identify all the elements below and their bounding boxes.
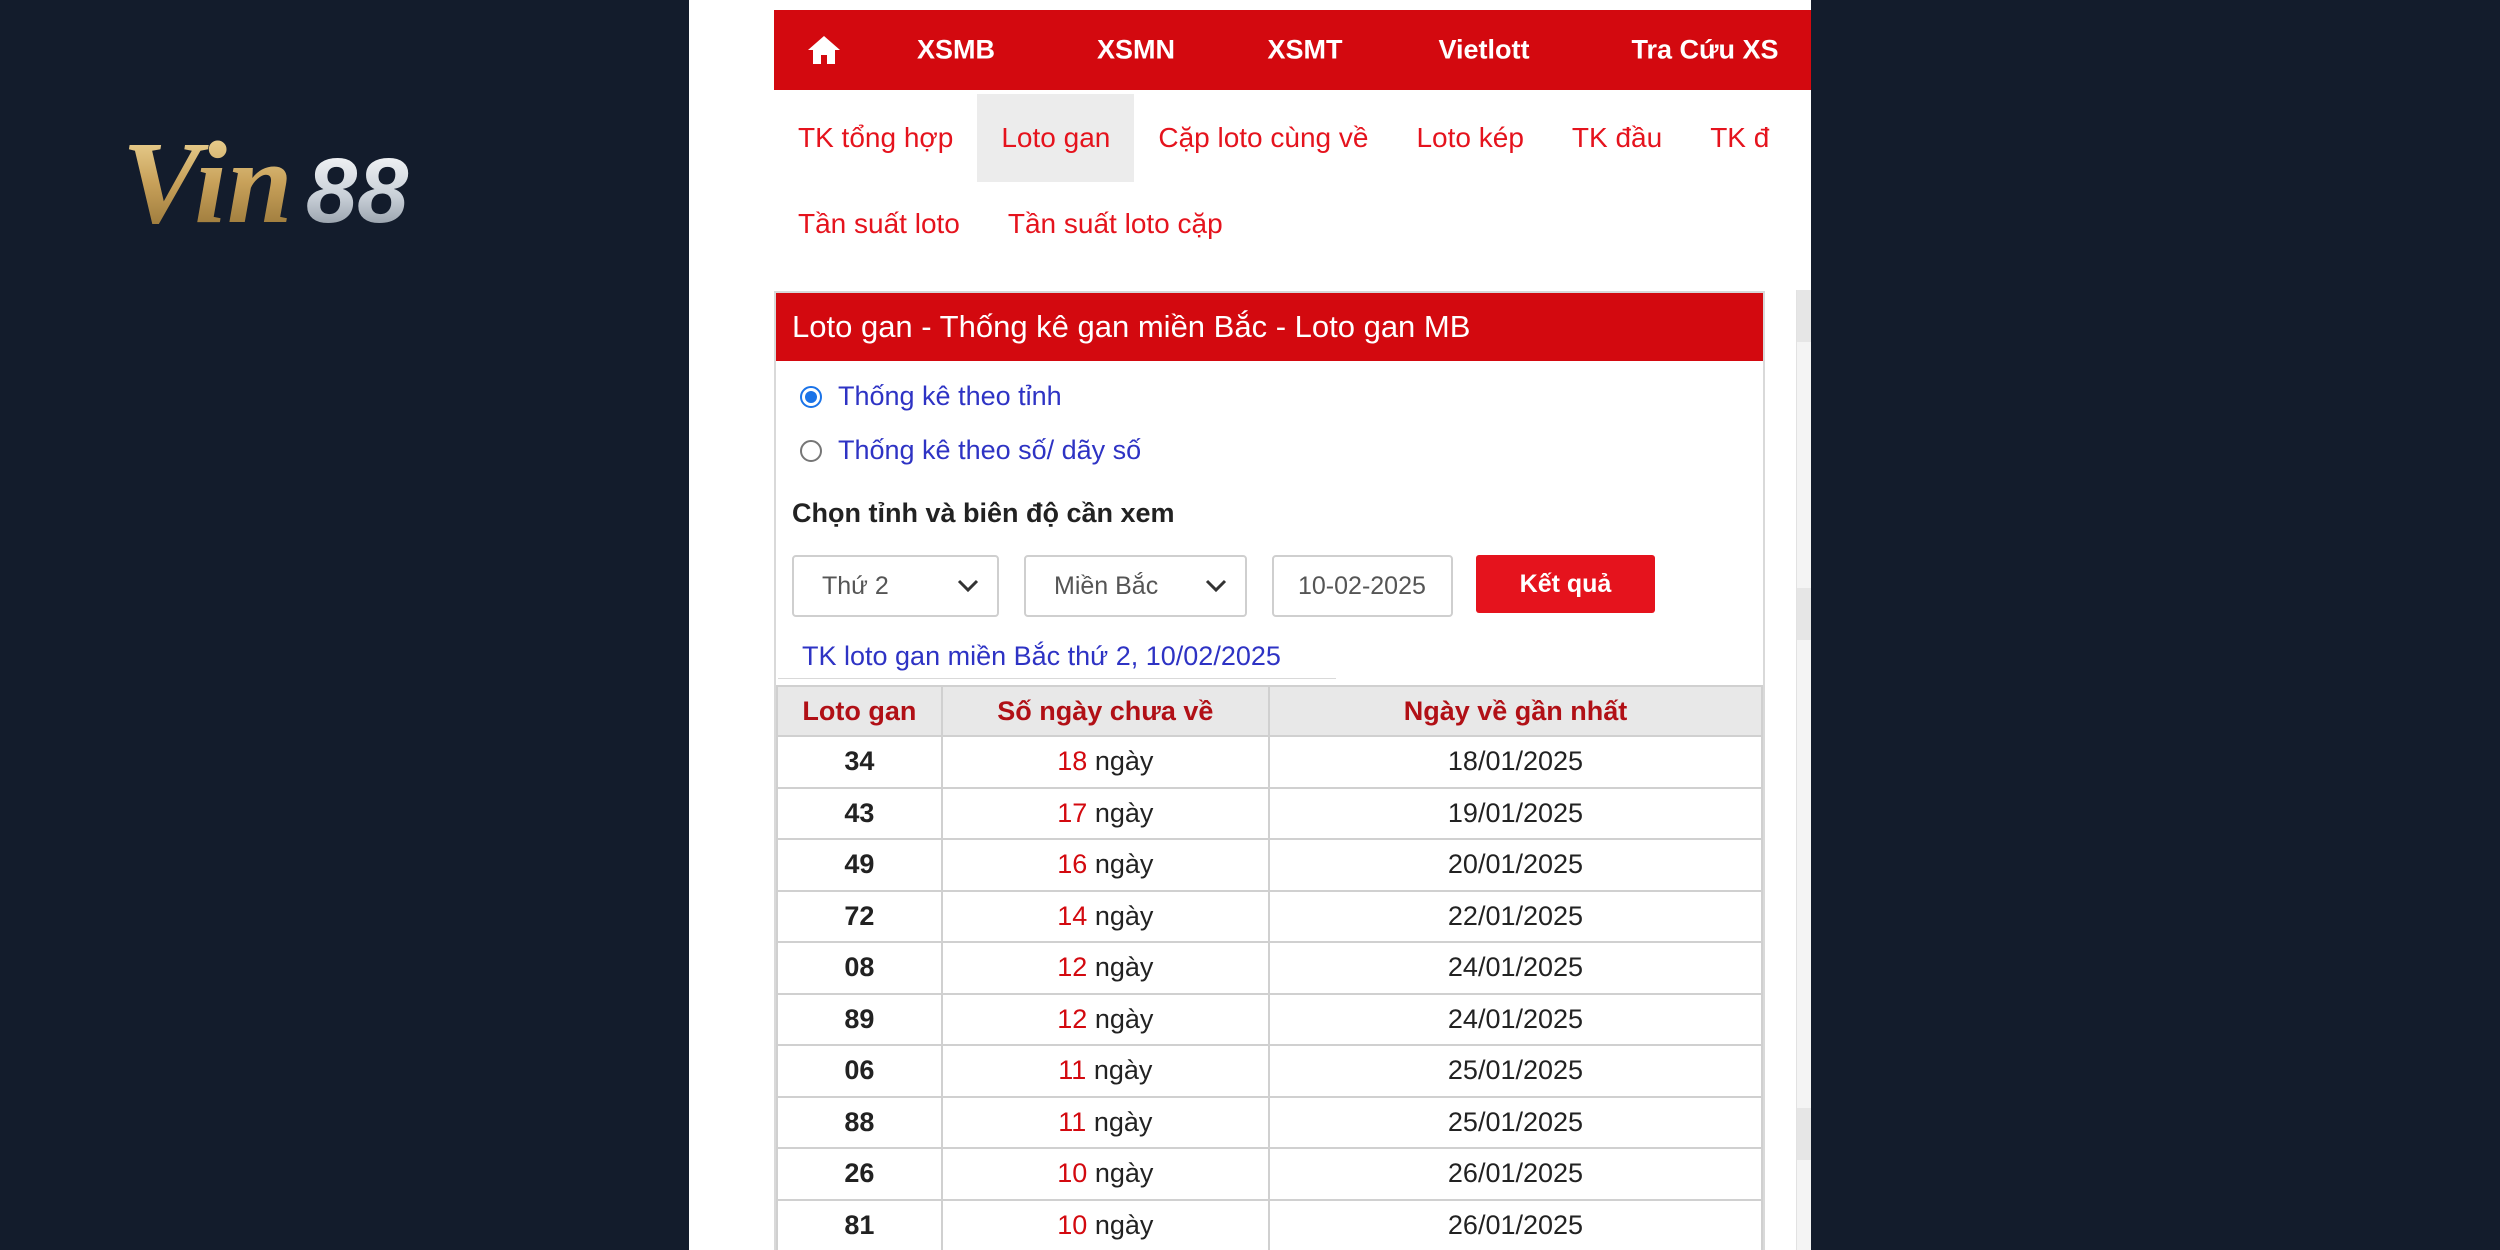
days-unit: ngày <box>1094 900 1154 931</box>
days-absent <box>942 1148 1269 1200</box>
subnav-tk-tong-hop[interactable]: TK tổng hợp <box>798 122 954 153</box>
choose-region-label: Chọn tỉnh và biên độ cần xem <box>792 498 1175 528</box>
last-date: 19/01/2025 <box>1269 788 1762 840</box>
table-row <box>777 942 1762 994</box>
days-absent <box>942 736 1269 788</box>
loto-number: 08 <box>777 942 942 994</box>
days-count: 10 <box>1057 1209 1088 1240</box>
website-panel <box>689 0 1811 1250</box>
date-input-value: 10-02-2025 <box>1298 571 1426 600</box>
last-date: 25/01/2025 <box>1269 1045 1762 1097</box>
table-row <box>777 1148 1762 1200</box>
subnav-row-1 <box>774 94 1793 182</box>
last-date: 22/01/2025 <box>1269 891 1762 943</box>
nav-xsmt[interactable]: XSMT <box>1267 34 1343 65</box>
days-absent <box>942 839 1269 891</box>
subnav-tan-suat-loto-cap[interactable]: Tần suất loto cặp <box>1007 208 1223 239</box>
last-date: 26/01/2025 <box>1269 1200 1762 1250</box>
date-input[interactable] <box>1272 555 1453 617</box>
table-row <box>777 891 1762 943</box>
region-select[interactable] <box>1024 555 1247 617</box>
days-count: 18 <box>1057 746 1088 777</box>
loto-number: 88 <box>777 1097 942 1149</box>
radio-button-checked[interactable] <box>800 386 822 408</box>
subnav-loto-kep[interactable]: Loto kép <box>1416 122 1524 153</box>
home-button[interactable] <box>774 34 874 66</box>
loto-number: 43 <box>777 788 942 840</box>
loto-number: 26 <box>777 1148 942 1200</box>
days-absent <box>942 1097 1269 1149</box>
chevron-down-icon <box>957 579 979 593</box>
logo-text-88: 88 <box>306 140 409 234</box>
last-date: 18/01/2025 <box>1269 736 1762 788</box>
nav-tra-cuu-xs[interactable]: Tra Cứu XS <box>1631 34 1779 65</box>
days-unit: ngày <box>1094 797 1154 828</box>
subnav-loto-gan[interactable]: Loto gan <box>977 94 1134 182</box>
subnav-tk-dau[interactable]: TK đầu <box>1571 122 1663 153</box>
days-unit: ngày <box>1093 1055 1153 1086</box>
logo-text-vin: Vin <box>122 118 293 234</box>
header-loto-gan: Loto gan <box>777 686 942 736</box>
days-count: 17 <box>1057 797 1088 828</box>
table-row <box>777 1045 1762 1097</box>
last-date: 20/01/2025 <box>1269 839 1762 891</box>
table-row <box>777 839 1762 891</box>
nav-xsmb[interactable]: XSMB <box>916 34 996 65</box>
loto-gan-table <box>776 685 1763 1250</box>
loto-number: 06 <box>777 1045 942 1097</box>
days-count: 12 <box>1057 952 1088 983</box>
days-absent <box>942 788 1269 840</box>
day-select-value: Thứ 2 <box>822 571 889 600</box>
days-count: 10 <box>1057 1158 1088 1189</box>
radio-button-unchecked[interactable] <box>800 440 822 462</box>
nav-vietlott[interactable]: Vietlott <box>1438 34 1530 65</box>
nav-xsmn[interactable]: XSMN <box>1096 34 1176 65</box>
region-select-value: Miền Bắc <box>1054 571 1159 600</box>
submit-result-button[interactable]: Kết quả <box>1476 555 1655 613</box>
table-row <box>777 788 1762 840</box>
days-count: 11 <box>1058 1055 1087 1086</box>
vin88-logo <box>120 118 485 234</box>
days-count: 11 <box>1058 1106 1087 1137</box>
loto-number: 89 <box>777 994 942 1046</box>
last-date: 24/01/2025 <box>1269 994 1762 1046</box>
days-absent <box>942 994 1269 1046</box>
radio-label-province: Thống kê theo tỉnh <box>838 381 1062 411</box>
last-date: 25/01/2025 <box>1269 1097 1762 1149</box>
loto-number: 49 <box>777 839 942 891</box>
loto-number: 81 <box>777 1200 942 1250</box>
loto-number: 34 <box>777 736 942 788</box>
table-row <box>777 1200 1762 1250</box>
days-unit: ngày <box>1094 1003 1154 1034</box>
days-count: 12 <box>1057 1003 1088 1034</box>
days-unit: ngày <box>1094 849 1154 880</box>
header-ngay-ve: Ngày về gần nhất <box>1269 686 1762 736</box>
subnav-tk-truncated[interactable]: TK đ <box>1710 122 1770 153</box>
days-unit: ngày <box>1093 1106 1153 1137</box>
last-date: 26/01/2025 <box>1269 1148 1762 1200</box>
table-caption: TK loto gan miền Bắc thứ 2, 10/02/2025 <box>778 635 1336 679</box>
days-absent <box>942 942 1269 994</box>
loto-gan-panel <box>774 291 1765 1250</box>
right-sidebar-edge <box>1796 290 1811 1250</box>
table-header-row <box>777 686 1762 736</box>
table-row <box>777 736 1762 788</box>
panel-title: Loto gan - Thống kê gan miền Bắc - Loto gan MB <box>776 293 1763 361</box>
day-select[interactable] <box>792 555 999 617</box>
top-navigation-bar <box>774 10 1811 90</box>
subnav-tan-suat-loto[interactable]: Tần suất loto <box>798 208 960 239</box>
table-row <box>777 1097 1762 1149</box>
radio-by-number[interactable] <box>800 435 1141 466</box>
subnav-row-2 <box>774 180 1247 268</box>
days-unit: ngày <box>1094 952 1154 983</box>
radio-by-province[interactable] <box>800 381 1062 412</box>
loto-number: 72 <box>777 891 942 943</box>
last-date: 24/01/2025 <box>1269 942 1762 994</box>
days-unit: ngày <box>1094 746 1154 777</box>
days-absent <box>942 1200 1269 1250</box>
chevron-down-icon <box>1205 579 1227 593</box>
header-so-ngay: Số ngày chưa về <box>942 686 1269 736</box>
days-absent <box>942 1045 1269 1097</box>
days-unit: ngày <box>1094 1209 1154 1240</box>
days-count: 16 <box>1057 849 1088 880</box>
subnav-cap-loto-cung-ve[interactable]: Cặp loto cùng về <box>1158 122 1369 153</box>
days-count: 14 <box>1057 900 1088 931</box>
home-icon <box>806 34 842 66</box>
radio-label-number: Thống kê theo số/ dãy số <box>838 435 1142 465</box>
days-absent <box>942 891 1269 943</box>
table-row <box>777 994 1762 1046</box>
days-unit: ngày <box>1094 1158 1154 1189</box>
